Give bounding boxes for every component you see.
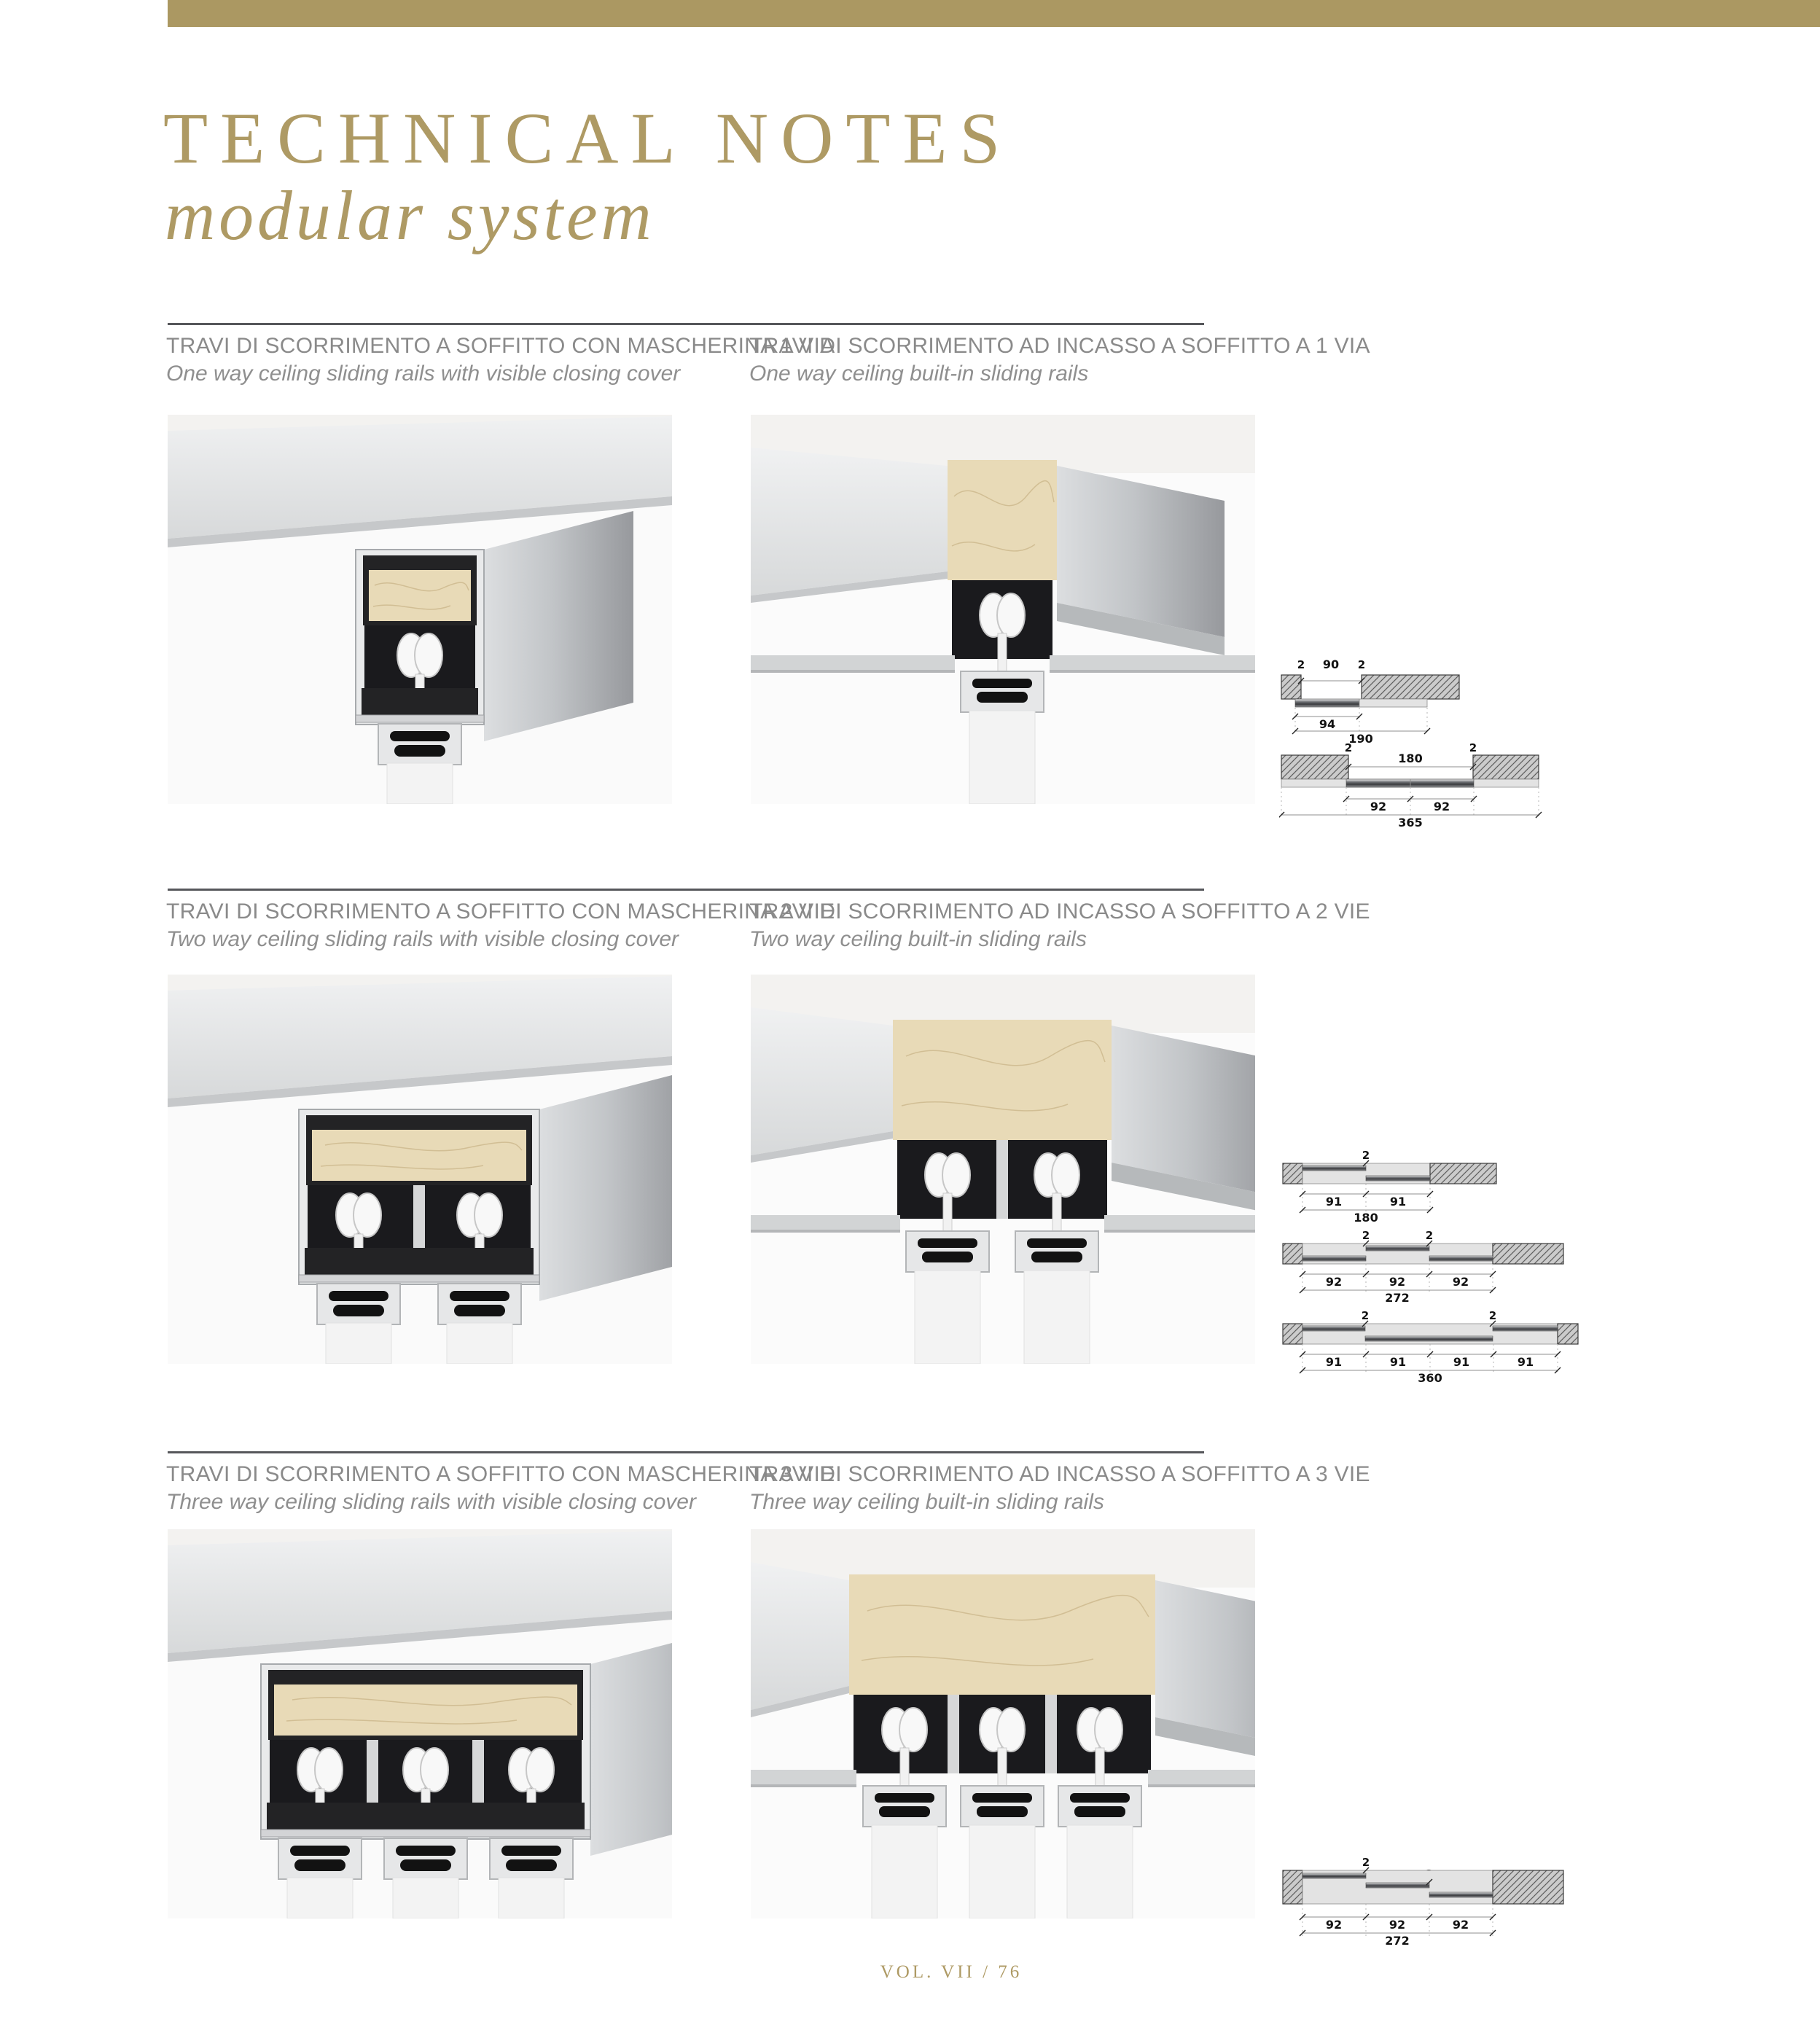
dimension-diagram-2way-a [1279,1149,1501,1225]
product-subtitle-en: Three way ceiling sliding rails with visible closing cover [166,1490,696,1514]
render-3way-visible-cover [168,1529,672,1918]
dim-label: 92 [1389,1275,1406,1289]
dim-label: 2 [1425,1230,1434,1242]
page-title: TECHNICAL NOTES [163,98,1013,179]
render-1way-built-in [751,415,1255,804]
dim-label: 360 [1418,1371,1442,1385]
dim-label: 272 [1385,1934,1410,1948]
dim-label: 2 [1297,658,1305,671]
dim-label: 2 [1362,1856,1370,1869]
dim-label: 92 [1325,1918,1343,1932]
dimension-diagram-2way-b [1279,1230,1567,1306]
dim-label: 2 [1362,1230,1370,1242]
product-subtitle-en: Three way ceiling built-in sliding rails [749,1490,1104,1514]
product-title-it: TRAVI DI SCORRIMENTO A SOFFITTO CON MASCHERINA 2 VIE [166,899,835,924]
render-3way-built-in [751,1529,1255,1918]
dimension-diagram-2way-c [1279,1308,1582,1386]
product-title-it: TRAVI DI SCORRIMENTO A SOFFITTO CON MASCHERINA 1 VIA [166,334,835,358]
product-subtitle-en: One way ceiling sliding rails with visible closing cover [166,362,681,386]
section-divider [168,1451,1204,1453]
dim-label: 94 [1319,717,1336,731]
product-title-it: TRAVI DI SCORRIMENTO AD INCASSO A SOFFITTO A 3 VIE [749,1462,1370,1486]
dim-label: 190 [1348,732,1373,746]
dim-label: 2 [1488,1309,1497,1322]
dimension-diagram-1way-a [1279,658,1461,746]
product-subtitle-en: Two way ceiling sliding rails with visible closing cover [166,927,679,951]
dim-label: 91 [1325,1195,1343,1209]
product-title-it: TRAVI DI SCORRIMENTO AD INCASSO A SOFFITTO A 2 VIE [749,899,1370,924]
product-title-it: TRAVI DI SCORRIMENTO AD INCASSO A SOFFITTO A 1 VIA [749,334,1370,358]
dim-label: 2 [1344,742,1353,754]
dim-label: 2 [1361,1309,1370,1322]
dim-label: 92 [1433,800,1450,813]
dim-label: 2 [1362,1149,1370,1162]
dim-label: 2 [1469,742,1477,754]
dim-label: 92 [1325,1275,1343,1289]
product-subtitle-en: One way ceiling built-in sliding rails [749,362,1089,386]
section-divider [168,323,1204,325]
dim-label: 91 [1325,1355,1343,1369]
dim-label: 2 [1357,658,1366,671]
dim-label: 272 [1385,1291,1410,1305]
product-title-it: TRAVI DI SCORRIMENTO A SOFFITTO CON MASCHERINA 3 VIE [166,1462,835,1486]
dim-label: 91 [1389,1195,1407,1209]
render-2way-built-in [751,975,1255,1364]
top-accent-bar [168,0,1820,27]
dimension-diagram-1way-b [1279,742,1545,829]
dim-label: 180 [1398,752,1423,765]
product-subtitle-en: Two way ceiling built-in sliding rails [749,927,1087,951]
footer-page-number: VOL. VII / 76 [880,1962,1023,1982]
dim-label: 91 [1517,1355,1534,1369]
dim-label: 180 [1354,1211,1378,1225]
dim-label: 92 [1389,1918,1406,1932]
render-1way-visible-cover [168,415,672,804]
dim-label: 91 [1453,1355,1470,1369]
render-2way-visible-cover [168,975,672,1364]
dim-label: 92 [1452,1275,1469,1289]
dimension-diagram-3way [1279,1856,1571,1949]
dim-label: 365 [1398,816,1423,829]
section-divider [168,889,1204,891]
dim-label: 92 [1452,1918,1469,1932]
dim-label: 92 [1370,800,1387,813]
page-subtitle: modular system [165,176,655,254]
dim-label: 91 [1389,1355,1407,1369]
dim-label: 90 [1322,658,1340,671]
